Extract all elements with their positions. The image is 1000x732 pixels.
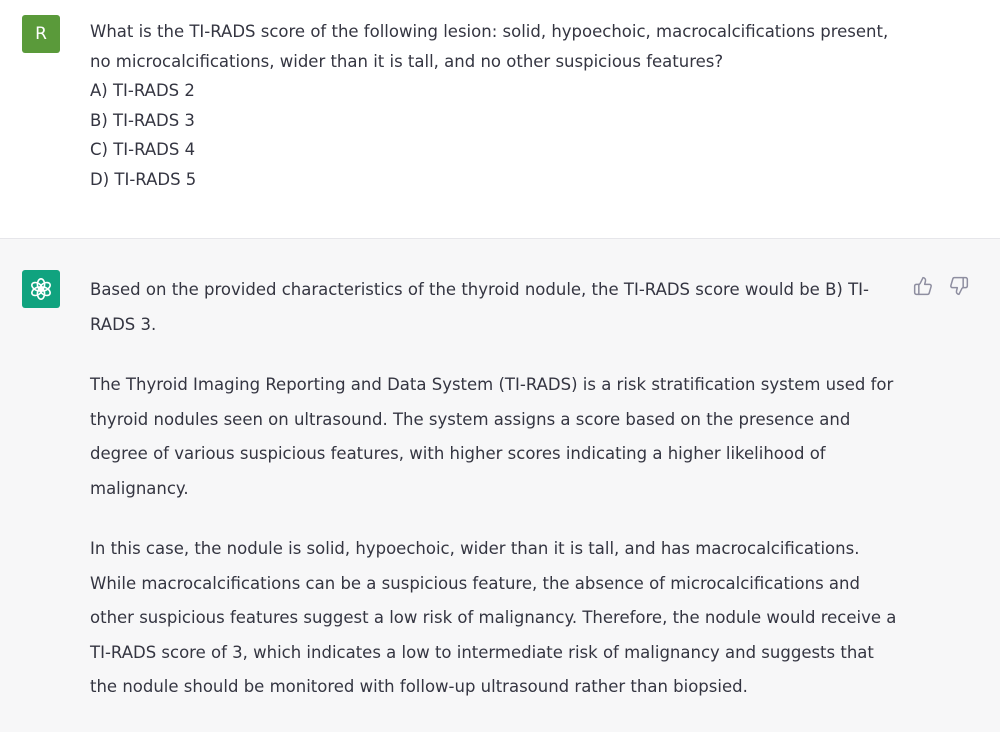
assistant-paragraph: The Thyroid Imaging Reporting and Data System (TI-RADS) is a risk stratification system used for thyroid nodules seen on ultrasound. The system assigns a score based on the presence and degree of various suspicious features, with higher scores indicating a higher likelihood of malignancy. [90, 375, 894, 498]
feedback-buttons [912, 275, 970, 297]
thumbs-down-button[interactable] [948, 275, 970, 297]
answer-option: C) TI-RADS 4 [90, 140, 196, 160]
thumbs-down-icon [949, 276, 969, 296]
thumbs-up-button[interactable] [912, 275, 934, 297]
assistant-message [0, 239, 1000, 732]
assistant-paragraph: In this case, the nodule is solid, hypoechoic, wider than it is tall, and has macrocalcifications. While macrocalcifications can be a suspicious feature, the absence of microcalcifications and other suspicious features suggest a low risk of malignancy. Therefore, the nodule would receive a TI-RADS score of 3, which indicates a low to intermediate risk of malignancy and suggests that the nodule should be monitored with follow-up ultrasound rather than biopsied. [90, 539, 897, 696]
answer-option: D) TI-RADS 5 [90, 169, 197, 189]
answer-option: A) TI-RADS 2 [90, 81, 195, 101]
user-avatar-letter: R [35, 24, 47, 44]
assistant-message-text [90, 273, 905, 731]
user-question: What is the TI-RADS score of the following lesion: solid, hypoechoic, macrocalcifications present, no microcalcifications, wider than it is tall, and no other suspicious features? [90, 22, 889, 71]
answer-option: B) TI-RADS 3 [90, 110, 195, 130]
openai-logo-icon [29, 277, 53, 301]
answer-options [90, 76, 890, 194]
user-message [0, 0, 1000, 239]
user-avatar [22, 15, 60, 53]
assistant-paragraph: Based on the provided characteristics of the thyroid nodule, the TI-RADS score would be B) TI-RADS 3. [90, 280, 869, 334]
thumbs-up-icon [913, 276, 933, 296]
user-message-text [90, 17, 890, 195]
assistant-avatar [22, 270, 60, 308]
